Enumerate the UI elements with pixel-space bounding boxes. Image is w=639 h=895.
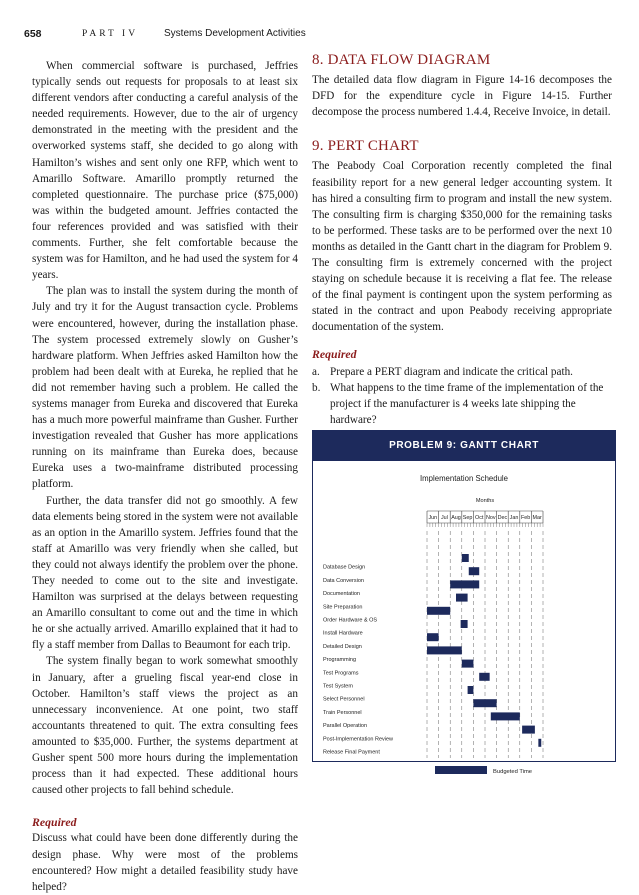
required-item-a bbox=[312, 364, 612, 380]
part-label: PART IV bbox=[82, 29, 139, 39]
task-bar bbox=[491, 712, 520, 720]
problem-9-text: The Peabody Coal Corporation recently completed the final feasibility report for a new general ledger accounting system. It has hired a consulting firm to program and install the new system. The consulting firm is charging $350,000 for the remaining tasks to be performed. These tasks are to be performed over the next 10 months as detailed in the Gantt chart in the diagram for Problem 9. The consulting firm is extremely concerned with the project staying on schedule because it is receiving a flat fee. The release of the final payment is contingent upon the system performing as stated in the contract and upon Peabody receiving appropriate documentation of the system. bbox=[312, 160, 612, 334]
task-label: Detailed Design bbox=[323, 643, 362, 650]
item-label-b: b. bbox=[312, 381, 321, 394]
item-text-a: Prepare a PERT diagram and indicate the critical path. bbox=[330, 365, 573, 378]
problem-8-title: 8. DATA FLOW DIAGRAM bbox=[312, 52, 491, 68]
problem-9-title: 9. PERT CHART bbox=[312, 138, 419, 155]
task-label: Database Design bbox=[323, 564, 366, 571]
month-label-jan: Jan bbox=[509, 515, 519, 521]
legend-swatch bbox=[435, 766, 487, 774]
chart-title: Implementation Schedule bbox=[420, 474, 508, 483]
case-paragraph-4: The system finally began to work somewhat smoothly in January, after a grueling fiscal year-end close in October. Hamilton’s staff views the project as an unnecessary inconvenience. At one point, two staff accountants threatened to quit. The extra consulting fees amounted to $35,000. Further, the systems department at Gusher spent 500 more hours during the implementation process than it had expected. These additional hours caused other projects to fall behind schedule. bbox=[32, 655, 298, 797]
month-label-feb: Feb bbox=[520, 515, 531, 521]
task-label: Post-Implementation Review bbox=[323, 736, 394, 743]
task-bar bbox=[522, 726, 535, 734]
legend-label: Budgeted Time bbox=[493, 769, 532, 775]
month-label-oct: Oct bbox=[475, 515, 484, 521]
item-label-a: a. bbox=[312, 365, 320, 378]
task-bar bbox=[461, 620, 468, 628]
task-label: Select Personnel bbox=[323, 696, 365, 703]
task-bar bbox=[462, 554, 469, 562]
task-bar bbox=[456, 594, 468, 602]
task-bar bbox=[468, 686, 474, 694]
month-label-dec: Dec bbox=[497, 515, 508, 521]
problem-8-text: The detailed data flow diagram in Figure 14-16 decomposes the DFD for the expenditure cycle in Figure 14-15. Further decompose the process numbered 1.4.4, Receive Invoice, in detail. bbox=[312, 74, 612, 119]
running-header bbox=[24, 28, 624, 46]
task-label: Order Hardware & OS bbox=[323, 617, 378, 624]
task-bar bbox=[427, 646, 462, 654]
required-heading: Required bbox=[32, 815, 77, 830]
task-label: Test System bbox=[323, 683, 353, 690]
task-label: Release Final Payment bbox=[323, 749, 380, 756]
chart-banner-text: PROBLEM 9: GANTT CHART bbox=[389, 440, 539, 451]
required-item-b bbox=[312, 380, 612, 428]
task-bar bbox=[473, 699, 496, 707]
section-title: Systems Development Activities bbox=[164, 28, 306, 39]
problem-9-required-heading: Required bbox=[312, 346, 357, 361]
task-label: Test Programs bbox=[323, 670, 359, 677]
month-label-jul: Jul bbox=[440, 515, 448, 521]
task-bar bbox=[538, 739, 541, 747]
month-label-mar: Mar bbox=[532, 515, 542, 521]
task-bar bbox=[469, 567, 479, 575]
task-label: Train Personnel bbox=[323, 709, 362, 716]
month-label-jun: Jun bbox=[428, 515, 438, 521]
task-label: Install Hardware bbox=[323, 630, 363, 637]
gantt-chart-panel bbox=[312, 430, 616, 775]
required-question: Discuss what could have been done differently during the design phase. Why were most of the problems encountered? How might a detailed feasibility study have helped? bbox=[32, 832, 298, 893]
item-text-b: What happens to the time frame of the implementation of the project if the manufacturer is 4 weeks late shipping the hardware? bbox=[330, 381, 604, 426]
month-label-nov: Nov bbox=[486, 515, 496, 521]
gantt-chart bbox=[313, 461, 615, 775]
left-column bbox=[32, 58, 298, 895]
task-label: Parallel Operation bbox=[323, 723, 368, 730]
month-label-aug: Aug bbox=[451, 515, 461, 521]
task-bar bbox=[479, 673, 489, 681]
task-bar bbox=[450, 580, 479, 588]
chart-axis-title: Months bbox=[475, 498, 495, 504]
chart-banner bbox=[313, 431, 615, 461]
required-list bbox=[312, 364, 612, 428]
task-label: Programming bbox=[323, 657, 357, 664]
month-label-sep: Sep bbox=[462, 515, 473, 521]
case-paragraph-3: Further, the data transfer did not go smoothly. A few data elements being stored in the system were not available as an option in the Amarillo system. Jeffries found that the staff at Amarillo was very friendly when she called, but they could not always identify the problem over the phone. They needed to come out to the site and investigate. Hamilton was surprised at the delays between requesting an Amarillo consultant to come out and the time in which he or she actually arrived. Amarillo explained that it had to fly a staff member from Dallas to Beaumont for each trip. bbox=[32, 494, 298, 652]
task-label: Site Preparation bbox=[323, 604, 363, 611]
case-paragraph-2: The plan was to install the system during the month of July and try it for the August transaction cycle. Problems were encountered, however, during the installation phase. The system processed extremely slowly on Gusher’s hardware platform. When Jeffries asked Hamilton how the problem had been dealt with at Eureka, he replied that he did not remember having such a problem. He called the systems manager from Eureka and discovered that Eureka has a much more powerful mainframe than Gusher. Further investigation revealed that Gusher has more applications running on its mainframe than Eureka does, because Eureka uses a two-mainframe distributed processing platform. bbox=[32, 285, 298, 491]
case-paragraph-1: When commercial software is purchased, Jeffries typically sends out requests for proposals to at least six different vendors after conducting a careful analysis of the needed requirements. However, due to the air of urgency demonstrated in the meeting with the president and the overworked systems staff, she decided to go along with Hamilton’s wishes and sent only one RFP, which went to Amarillo Software. Amarillo promptly returned the completed questionnaire. The purchase price ($75,000) was within the budgeted amount. Jeffries contacted the four references provided and was satisfied with their comments. Further, she felt comfortable because the system was for Hamilton, and he had used the system for 4 years. bbox=[32, 60, 298, 282]
task-label: Documentation bbox=[323, 591, 360, 598]
page-number: 658 bbox=[24, 28, 42, 40]
task-label: Data Conversion bbox=[323, 577, 364, 584]
task-bar bbox=[427, 633, 439, 641]
task-bar bbox=[462, 660, 474, 668]
task-bar bbox=[427, 607, 450, 615]
right-column bbox=[312, 52, 612, 428]
